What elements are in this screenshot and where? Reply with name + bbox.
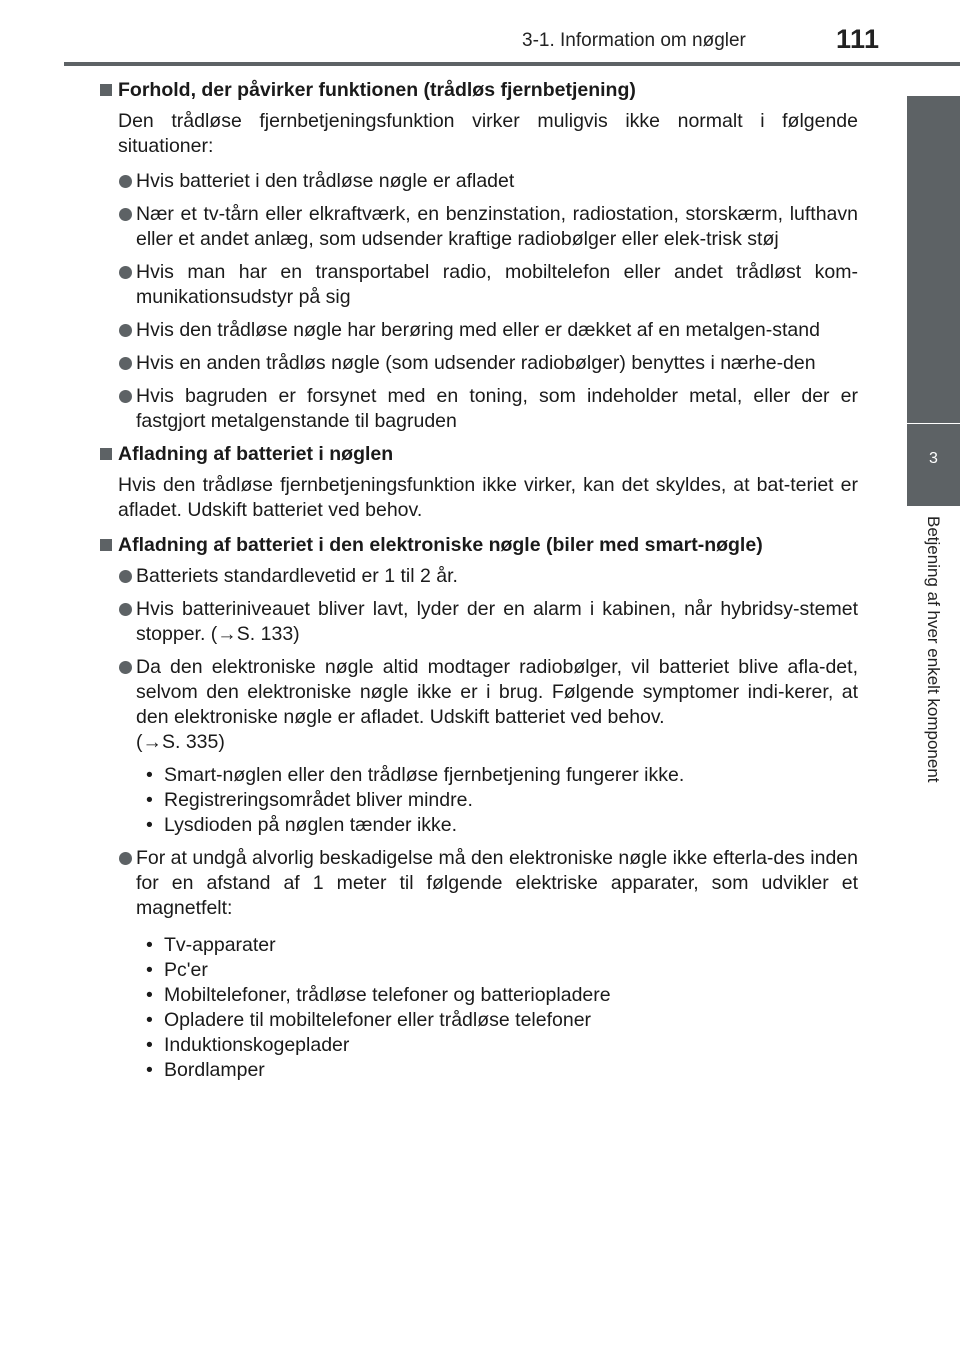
list-item: Da den elektroniske nøgle altid modtager radiobølger, vil batteriet blive afla-det, selvom den elektroniske nøgle ikke er i brug. Følgende symptomer indi-kerer, at den elektroniske nøgle er afladet. Udskift batteriet ved behov. (→S. 335) • Smart-nøglen eller den trådløse fjernbetjening fungerer ikke. • Registreringsområdet bliver mindre. • Lysdioden på nøglen tænder ikke. (118, 655, 858, 838)
page-header (0, 0, 960, 66)
section-paragraph: Hvis den trådløse fjernbetjeningsfunktion ikke virker, kan det skyldes, at bat-teriet er afladet. Udskift batteriet ved behov. (118, 474, 858, 521)
list-item: Nær et tv-tårn eller elkraftværk, en benzinstation, radiostation, storskærm, lufthavn eller et andet anlæg, som udsender kraftige radiobølger eller elek-trisk støj (118, 202, 858, 252)
page-content (98, 78, 866, 1091)
list-item: Hvis man har en transportabel radio, mobiltelefon eller andet trådløst kom-munikationsudstyr på sig (118, 260, 858, 310)
circle-bullet-icon (119, 603, 132, 616)
page-reference: (→S. 335) (136, 731, 225, 753)
sub-list-item: • Mobiltelefoner, trådløse telefoner og batteriopladere (146, 984, 611, 1006)
section-electronic-key-battery (98, 533, 866, 1083)
list-item: Batteriets standardlevetid er 1 til 2 år. (118, 564, 858, 589)
section-paragraph: Den trådløse fjernbetjeningsfunktion virker muligvis ikke normalt i følgende situationer: (118, 110, 858, 157)
section-title: Afladning af batteriet i den elektroniske nøgle (biler med smart-nøgle) (118, 534, 763, 556)
bullet-list (98, 169, 866, 434)
circle-bullet-icon (119, 390, 132, 403)
circle-bullet-icon (119, 175, 132, 188)
sub-list-item: • Tv-apparater (146, 934, 276, 956)
page-number: 111 (836, 24, 880, 54)
list-item: Hvis bagruden er forsynet med en toning, som indeholder metal, eller der er fastgjort metalgenstande til bagruden (118, 384, 858, 434)
square-bullet-icon (100, 539, 112, 551)
section-key-battery (98, 442, 866, 523)
sub-list-item: • Bordlamper (146, 1059, 265, 1081)
circle-bullet-icon (119, 661, 132, 674)
sub-list-item: • Induktionskogeplader (146, 1034, 350, 1056)
sub-list-item: • Opladere til mobiltelefoner eller trådløse telefoner (146, 1009, 592, 1031)
sub-list (136, 763, 858, 838)
sub-list-item: • Smart-nøglen eller den trådløse fjernbetjening fungerer ikke. (146, 764, 685, 786)
circle-bullet-icon (119, 208, 132, 221)
list-item: Hvis den trådløse nøgle har berøring med eller er dækket af en metalgen-stand (118, 318, 858, 343)
chapter-title: Betjening af hver enkelt komponent (924, 516, 943, 783)
circle-bullet-icon (119, 357, 132, 370)
square-bullet-icon (100, 448, 112, 460)
sub-list (136, 933, 858, 1083)
circle-bullet-icon (119, 852, 132, 865)
sub-list-item: • Registreringsområdet bliver mindre. (146, 789, 473, 811)
list-item: For at undgå alvorlig beskadigelse må den elektroniske nøgle ikke efterla-des inden for en afstand af 1 meter til følgende elektriske apparater, som udvikler et magnetfelt: • Tv-apparater • Pc'er • Mobiltelefoner, trådløse telefoner og batteriopladere • Opladere til mobiltelefoner eller trådløse telefoner • Induktionskogeplader • Bordlamper (118, 846, 858, 1083)
sub-list-item: • Lysdioden på nøglen tænder ikke. (146, 814, 458, 836)
sub-list-item: • Pc'er (146, 959, 208, 981)
circle-bullet-icon (119, 266, 132, 279)
chapter-number: 3 (907, 424, 960, 506)
section-title: Forhold, der påvirker funktionen (trådløs fjernbetjening) (118, 79, 636, 101)
list-item: Hvis batteriniveauet bliver lavt, lyder der en alarm i kabinen, når hybridsy-stemet stopper. (→S. 133) (118, 597, 858, 647)
circle-bullet-icon (119, 570, 132, 583)
section-wireless-conditions (98, 78, 866, 434)
list-item: Hvis en anden trådløs nøgle (som udsender radiobølger) benyttes i nærhe-den (118, 351, 858, 376)
header-rule (64, 62, 960, 66)
circle-bullet-icon (119, 324, 132, 337)
header-section-title: 3-1. Information om nøgler (522, 30, 746, 51)
section-title: Afladning af batteriet i nøglen (118, 443, 394, 465)
square-bullet-icon (100, 84, 112, 96)
chapter-tab-bar (907, 96, 960, 423)
bullet-list (98, 564, 866, 1083)
list-item: Hvis batteriet i den trådløse nøgle er afladet (118, 169, 858, 194)
